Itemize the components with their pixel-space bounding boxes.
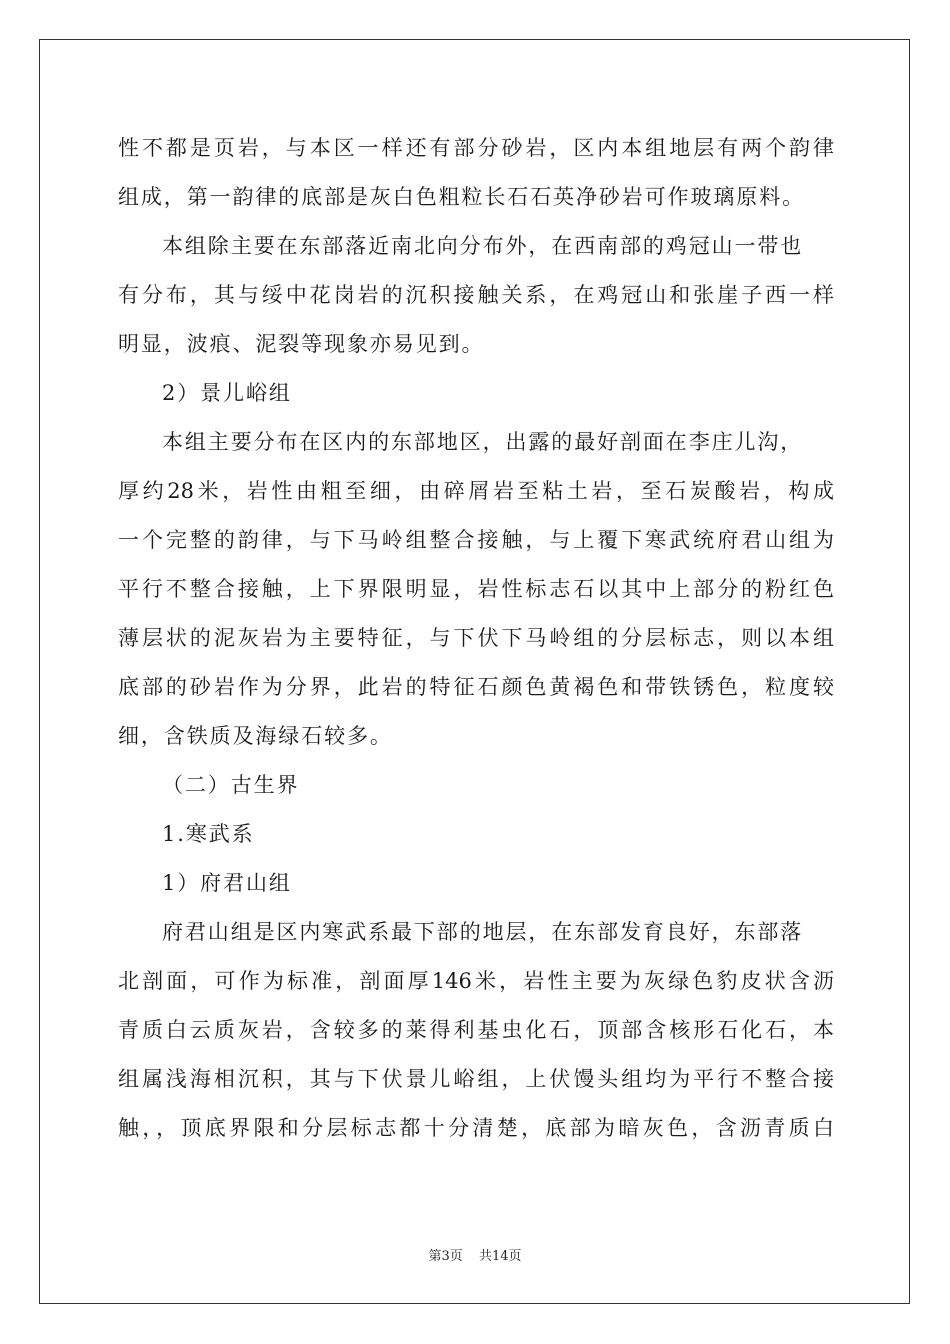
- section-heading: 2）景儿峪组: [162, 381, 292, 405]
- paragraph-line: 北剖面，可作为标准，剖面厚146米，岩性主要为灰绿色豹皮状含沥: [118, 969, 834, 993]
- paragraph-line: 本组除主要在东部落近南北向分布外，在西南部的鸡冠山一带也: [162, 234, 804, 258]
- paragraph-line: 细，含铁质及海绿石较多。: [118, 724, 393, 748]
- section-heading: （二）古生界: [162, 773, 300, 797]
- section-heading: 1.寒武系: [162, 822, 255, 846]
- document-body: [118, 124, 834, 1153]
- paragraph-line: 一个完整的韵律，与下马岭组整合接触，与上覆下寒武统府君山组为: [118, 528, 834, 552]
- paragraph-line: 性不都是页岩，与本区一样还有部分砂岩，区内本组地层有两个韵律: [118, 136, 834, 160]
- paragraph-line: 组属浅海相沉积，其与下伏景儿峪组，上伏馒头组均为平行不整合接: [118, 1067, 834, 1091]
- paragraph-line: 触，，顶底界限和分层标志都十分清楚，底部为暗灰色，含沥青质白: [118, 1116, 834, 1140]
- paragraph-line: 底部的砂岩作为分界，此岩的特征石颜色黄褐色和带铁锈色，粒度较: [118, 675, 834, 699]
- page-total: 共14页: [478, 1249, 522, 1264]
- paragraph-line: 本组主要分布在区内的东部地区，出露的最好剖面在李庄儿沟，: [162, 430, 804, 454]
- page-number: 第3页: [428, 1249, 463, 1264]
- paragraph-line: 明显，波痕、泥裂等现象亦易见到。: [118, 332, 485, 356]
- paragraph-line: 青质白云质灰岩，含较多的莱得利基虫化石，顶部含核形石化石，本: [118, 1018, 834, 1042]
- paragraph-line: 有分布，其与绥中花岗岩的沉积接触关系，在鸡冠山和张崖子西一样: [118, 283, 834, 307]
- paragraph-line: 平行不整合接触，上下界限明显，岩性标志石以其中上部分的粉红色: [118, 577, 834, 601]
- paragraph-line: 府君山组是区内寒武系最下部的地层，在东部发育良好，东部落: [162, 920, 804, 944]
- paragraph-line: 组成，第一韵律的底部是灰白色粗粒长石石英净砂岩可作玻璃原料。: [118, 185, 805, 209]
- paragraph-line: 薄层状的泥灰岩为主要特征，与下伏下马岭组的分层标志，则以本组: [118, 626, 834, 650]
- section-heading: 1）府君山组: [162, 871, 292, 895]
- page-footer: [0, 1245, 950, 1264]
- paragraph-line: 厚约28米，岩性由粗至细，由碎屑岩至粘土岩，至石炭酸岩，构成: [118, 479, 834, 503]
